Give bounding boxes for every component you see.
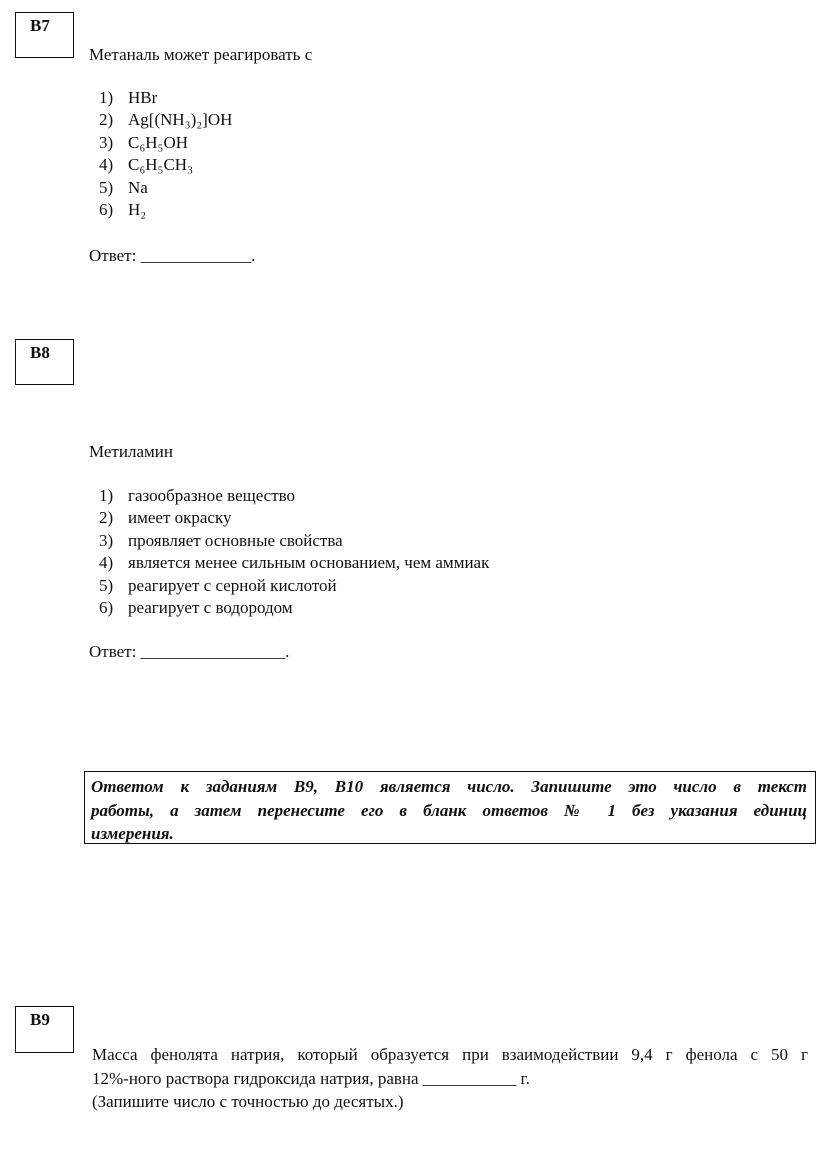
question-prompt-b7: Метаналь может реагировать с — [89, 45, 313, 64]
instruction-notice — [84, 771, 816, 844]
option-item: 4) является менее сильным основанием, чем аммиак — [99, 553, 490, 573]
option-text: Na — [128, 177, 148, 197]
question-number-b9: В9 — [30, 1010, 50, 1029]
option-item: 6) H₂ — [99, 199, 147, 219]
answer-line-b8[interactable] — [89, 642, 289, 662]
option-list-b8 — [99, 485, 489, 619]
answer-label: Ответ: — [89, 642, 137, 661]
answer-line-b7[interactable] — [89, 246, 255, 266]
option-text: проявляет основные свойства — [128, 530, 343, 550]
question-line: (Запишите число с точностью до десятых.) — [92, 1092, 404, 1111]
option-text: газообразное вещество — [128, 486, 296, 505]
option-item: 1) HBr — [99, 88, 158, 107]
question-text-b9 — [92, 1043, 808, 1114]
option-item: 6) реагирует с водородом — [99, 597, 293, 617]
option-item: 4) C₆H₅CH₃ — [99, 155, 194, 175]
option-item: 5) Na — [99, 177, 148, 197]
option-text: является менее сильным основанием, чем аммиак — [128, 553, 490, 573]
option-text: имеет окраску — [128, 508, 232, 528]
option-text: H₂ — [128, 199, 147, 219]
option-list-b7 — [99, 87, 232, 221]
option-item: 1) газообразное вещество — [99, 486, 296, 505]
question-number-box-b7 — [15, 12, 74, 58]
notice-line: Ответом к заданиям В9, В10 является число. Запишите это число в текст — [91, 777, 807, 796]
option-item: 5) реагирует с серной кислотой — [99, 575, 337, 595]
notice-line: работы, а затем перенесите его в бланк ответов № 1 без указания единиц — [91, 800, 807, 820]
option-text: Ag[(NH₃)₂]OH — [128, 110, 233, 130]
answer-blank[interactable]: _____________. — [140, 246, 256, 265]
option-text: реагирует с серной кислотой — [128, 575, 337, 595]
option-item: 3) проявляет основные свойства — [99, 530, 343, 550]
answer-label: Ответ: — [89, 246, 137, 265]
question-line[interactable]: 12%-ного раствора гидроксида натрия, равна ___________ г. — [92, 1068, 530, 1088]
notice-line: измерения. — [91, 824, 174, 843]
question-number-b8: В8 — [30, 343, 50, 362]
option-text: реагирует с водородом — [128, 597, 293, 617]
question-number-box-b8 — [15, 339, 74, 385]
option-item: 2) имеет окраску — [99, 508, 232, 528]
question-line: Масса фенолята натрия, который образуется при взаимодействии 9,4 г фенола с 50 г — [92, 1045, 808, 1064]
option-text: C₆H₅CH₃ — [128, 155, 194, 175]
question-prompt-b8: Метиламин — [89, 442, 173, 461]
answer-blank[interactable]: _________________. — [140, 642, 290, 661]
option-item: 2) Ag[(NH₃)₂]OH — [99, 110, 233, 130]
question-number-box-b9 — [15, 1006, 74, 1053]
option-item: 3) C₆H₅OH — [99, 132, 189, 152]
option-text: C₆H₅OH — [128, 132, 189, 152]
question-number-b7: В7 — [30, 16, 50, 35]
option-text: HBr — [128, 88, 158, 107]
